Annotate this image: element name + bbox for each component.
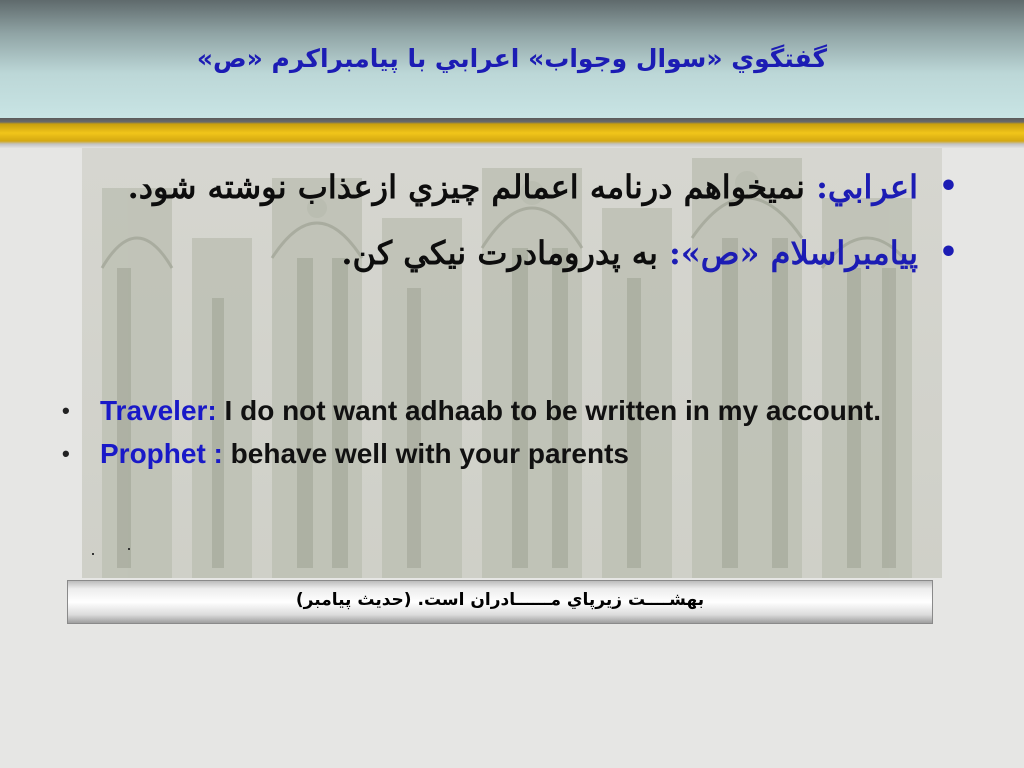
speck-mark [128, 548, 130, 550]
bullet-dot-icon: • [62, 398, 70, 423]
speaker-label: Traveler: [100, 395, 217, 426]
persian-bullet-list [96, 154, 966, 286]
statement-text: نميخواهم درنامه اعمالم چيزي ازعذاب نوشته شود. [127, 168, 817, 206]
statement-text: behave well with your parents [222, 438, 629, 469]
speaker-label: اعرابي: [816, 168, 918, 206]
hadith-text: بهشــــت زيرپاي مــــــادران است. (حديث پيامبر) [295, 590, 705, 610]
speaker-label: Prophet : [100, 438, 223, 469]
title-divider-band [0, 118, 1024, 148]
statement-text: I do not want adhaab to be written in my account. [216, 395, 882, 426]
slide-title: گفتگوي «سوال وجواب» اعرابي با پيامبراكرم «ص» [196, 44, 828, 73]
statement-text: به پدرومادرت نيكي كن. [341, 234, 669, 272]
speck-mark [92, 553, 94, 555]
persian-bullet-traveler [96, 154, 966, 220]
english-bullet-prophet [58, 438, 938, 469]
title-bar [0, 0, 1024, 118]
hadith-banner [67, 580, 933, 624]
english-bullet-list [58, 395, 938, 481]
bullet-dot-icon: • [62, 441, 70, 466]
bullet-dot-icon: • [938, 235, 958, 270]
bullet-dot-icon: • [938, 169, 958, 204]
english-bullet-traveler [58, 395, 938, 426]
speaker-label: پيامبراسلام «ص»: [668, 234, 918, 272]
persian-bullet-prophet [96, 220, 966, 286]
